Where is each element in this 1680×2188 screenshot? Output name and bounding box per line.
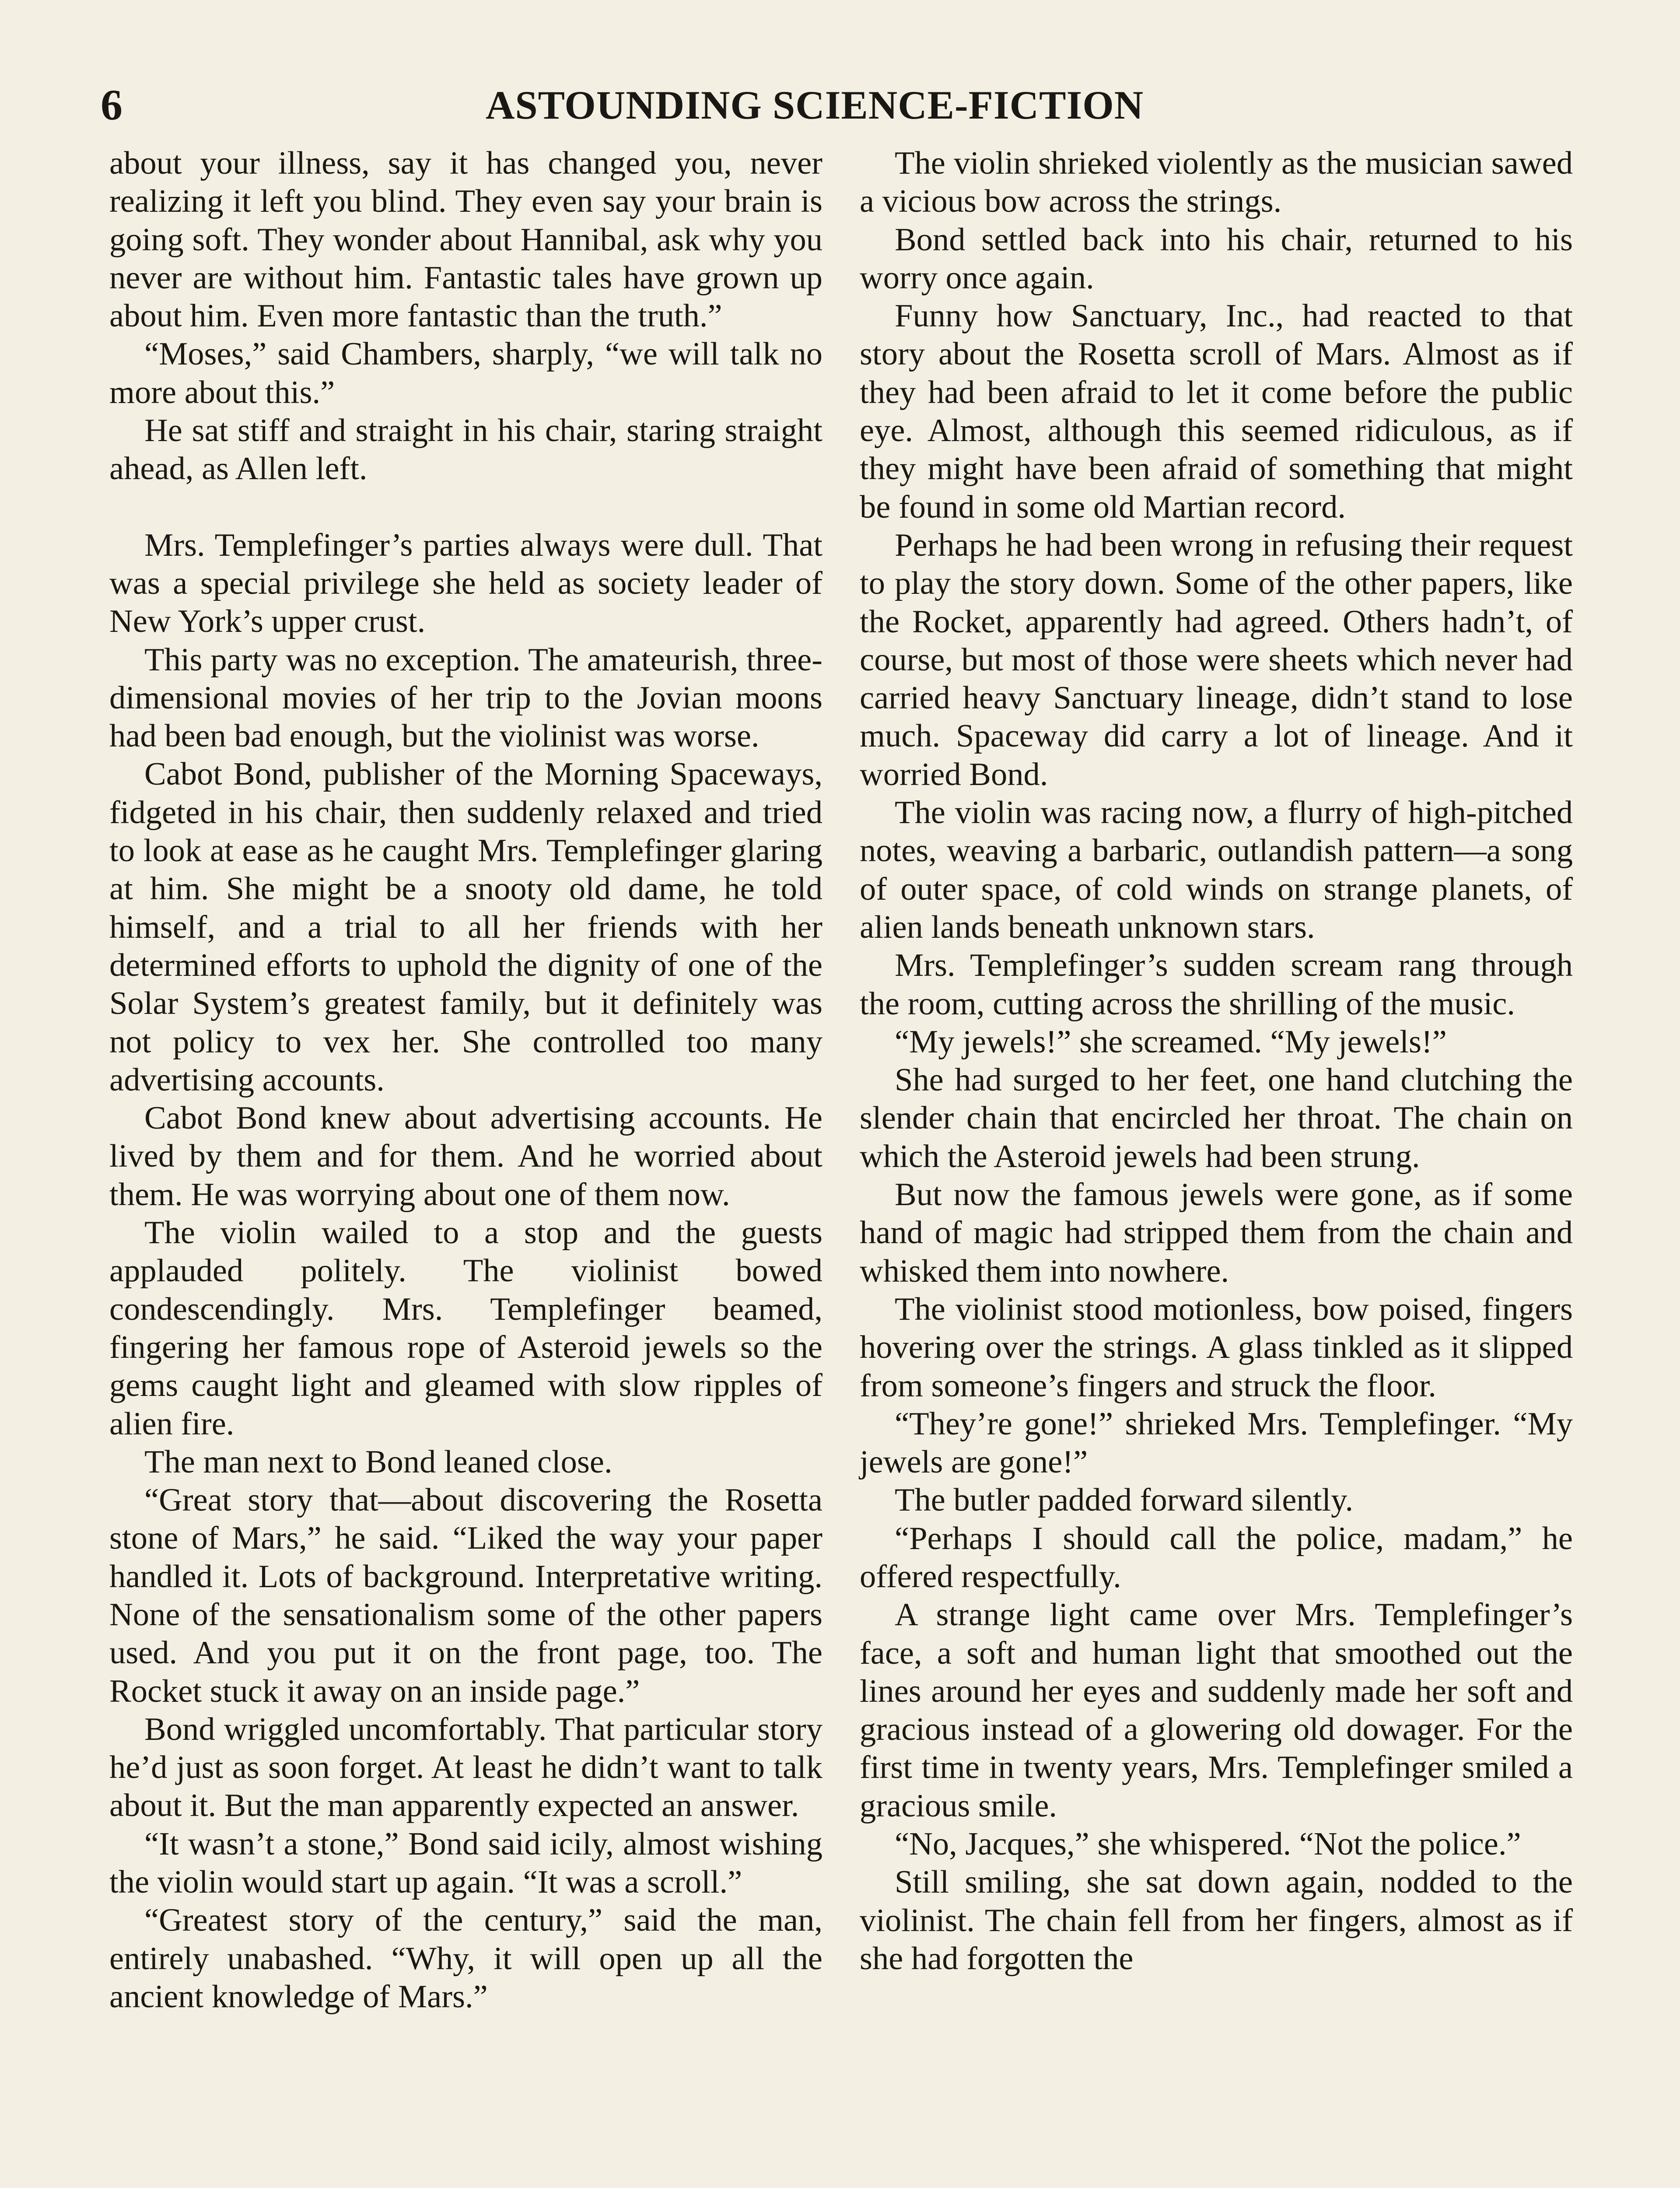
paragraph: Bond wriggled uncomfortably. That particular story he’d just as soon forget. At least he didn’t want to talk about it. But the man apparently expected an answer. [109,1711,822,1824]
paragraph: The violin shrieked violently as the musician sawed a vicious bow across the strings. [860,145,1573,220]
paragraph: The violin wailed to a stop and the guests applauded politely. The violinist bowed condescendingly. Mrs. Templefinger beamed, fingering her famous rope of Asteroid jewels so the gems caught light and gleamed with slow ripples of alien fire. [109,1215,822,1442]
paragraph: “It wasn’t a stone,” Bond said icily, almost wishing the violin would start up again. “It was a scroll.” [109,1826,822,1900]
paragraph: Bond settled back into his chair, returned to his worry once again. [860,221,1573,296]
right-column [860,144,1573,1978]
paragraph: A strange light came over Mrs. Templefinger’s face, a soft and human light that smoothed out the lines around her eyes and suddenly made her soft and gracious instead of a glowering old dowager. For the first time in twenty years, Mrs. Templefinger smiled a gracious smile. [860,1597,1573,1824]
paragraph: about your illness, say it has changed you, never realizing it left you blind. They even say your brain is going soft. They wonder about Hannibal, ask why you never are without him. Fantastic tales have grown up about him. Even more fantastic than the truth.” [109,145,822,334]
paragraph: She had surged to her feet, one hand clutching the slender chain that encircled her throat. The chain on which the Asteroid jewels had been strung. [860,1062,1573,1175]
paragraph: But now the famous jewels were gone, as if some hand of magic had stripped them from the chain and whisked them into nowhere. [860,1177,1573,1289]
page-header [101,77,1186,133]
paragraph: Still smiling, she sat down again, nodded to the violinist. The chain fell from her fingers, almost as if she had forgotten the [860,1864,1573,1977]
paragraph: The violin was racing now, a flurry of high-pitched notes, weaving a barbaric, outlandish pattern—a song of outer space, of cold winds on strange planets, of alien lands beneath unknown stars. [860,795,1573,945]
paragraph: He sat stiff and straight in his chair, staring straight ahead, as Allen left. [109,413,822,487]
paragraph: Mrs. Templefinger’s sudden scream rang through the room, cutting across the shrilling of the music. [860,947,1573,1022]
left-column [109,144,822,2016]
paragraph: “No, Jacques,” she whispered. “Not the police.” [895,1826,1521,1862]
paragraph: “They’re gone!” shrieked Mrs. Templefinger. “My jewels are gone!” [860,1406,1573,1480]
paragraph: Mrs. Templefinger’s parties always were dull. That was a special privilege she held as society leader of New York’s upper crust. [109,527,822,640]
paragraph: The man next to Bond leaned close. [144,1444,612,1480]
paragraph: “Moses,” said Chambers, sharply, “we will talk no more about this.” [109,336,822,410]
paragraph: This party was no exception. The amateurish, three-dimensional movies of her trip to the Jovian moons had been bad enough, but the violinist was worse. [109,642,822,754]
paragraph: Perhaps he had been wrong in refusing their request to play the story down. Some of the other papers, like the Rocket, apparently had agreed. Others hadn’t, of course, but most of those were sheets which never had carried heavy Sanctuary lineage, didn’t stand to lose much. Spaceway did carry a lot of lineage. And it worried Bond. [860,527,1573,792]
page-number: 6 [101,81,122,129]
paragraph: Cabot Bond, publisher of the Morning Spaceways, fidgeted in his chair, then suddenly relaxed and tried to look at ease as he caught Mrs. Templefinger glaring at him. She might be a snooty old dame, he told himself, and a trial to all her friends with her determined efforts to uphold the dignity of one of the Solar System’s greatest family, but it definitely was not policy to vex her. She controlled too many advertising accounts. [109,756,822,1098]
paragraph: Cabot Bond knew about advertising accounts. He lived by them and for them. And he worried about them. He was worrying about one of them now. [109,1100,822,1213]
paragraph: The violinist stood motionless, bow poised, fingers hovering over the strings. A glass tinkled as it slipped from someone’s fingers and struck the floor. [860,1291,1573,1404]
paragraph: The butler padded forward silently. [895,1482,1354,1518]
paragraph: “Perhaps I should call the police, madam,” he offered respectfully. [860,1520,1573,1595]
paragraph: “Great story that—about discovering the Rosetta stone of Mars,” he said. “Liked the way your paper handled it. Lots of background. Interpretative writing. None of the sensationalism some of the other papers used. And you put it on the front page, too. The Rocket stuck it away on an inside page.” [109,1482,822,1709]
paragraph: Funny how Sanctuary, Inc., had reacted to that story about the Rosetta scroll of Mars. Almost as if they had been afraid to let it come before the public eye. Almost, although this seemed ridiculous, as if they might have been afraid of something that might be found in some old Martian record. [860,298,1573,525]
paragraph: “My jewels!” she screamed. “My jewels!” [895,1024,1447,1060]
magazine-title: ASTOUNDING SCIENCE-FICTION [486,83,1144,127]
paragraph: “Greatest story of the century,” said the man, entirely unabashed. “Why, it will open up all the ancient knowledge of Mars.” [109,1902,822,2015]
